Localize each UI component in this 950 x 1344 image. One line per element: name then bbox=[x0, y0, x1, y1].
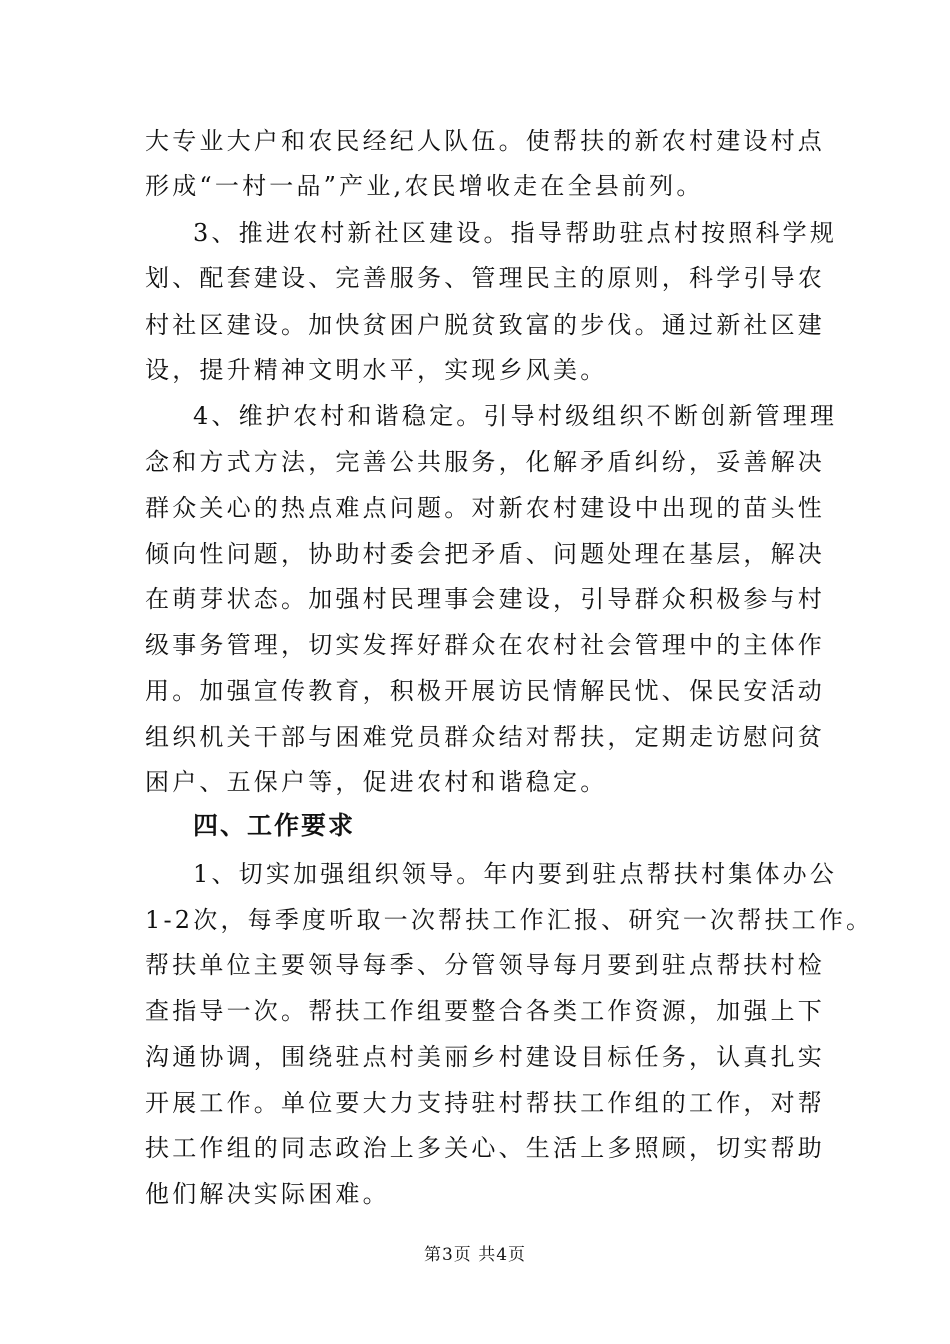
body-text-line: 设，提升精神文明水平，实现乡风美。 bbox=[145, 356, 608, 384]
body-text-line: 1-2次，每季度听取一次帮扶工作汇报、研究一次帮扶工作。 bbox=[145, 906, 874, 934]
body-text-line: 群众关心的热点难点问题。对新农村建设中出现的苗头性 bbox=[145, 494, 825, 522]
body-text-line: 级事务管理，切实发挥好群众在农村社会管理中的主体作 bbox=[145, 631, 825, 659]
page-footer: 第3页 共4页 bbox=[423, 1245, 527, 1265]
body-text-line: 查指导一次。帮扶工作组要整合各类工作资源，加强上下 bbox=[145, 997, 825, 1025]
body-text-line: 扶工作组的同志政治上多关心、生活上多照顾，切实帮助 bbox=[145, 1134, 825, 1162]
body-text-line: 倾向性问题，协助村委会把矛盾、问题处理在基层，解决 bbox=[145, 540, 825, 568]
section-heading: 四、工作要求 bbox=[193, 811, 356, 840]
body-text-line: 在萌芽状态。加强村民理事会建设，引导群众积极参与村 bbox=[145, 585, 825, 613]
body-text-line: 形成“一村一品”产业,农民增收走在全县前列。 bbox=[145, 172, 704, 200]
body-text-line: 3、推进农村新社区建设。指导帮助驻点村按照科学规 bbox=[193, 219, 838, 247]
body-text-line: 困户、五保户等，促进农村和谐稳定。 bbox=[145, 768, 608, 796]
body-text-line: 1、切实加强组织领导。年内要到驻点帮扶村集体办公 bbox=[193, 860, 838, 888]
body-text-line: 用。加强宣传教育，积极开展访民情解民忧、保民安活动 bbox=[145, 677, 825, 705]
body-text-line: 4、维护农村和谐稳定。引导村级组织不断创新管理理 bbox=[193, 402, 838, 430]
body-text-line: 大专业大户和农民经纪人队伍。使帮扶的新农村建设村点 bbox=[145, 127, 825, 155]
body-text-line: 沟通协调，围绕驻点村美丽乡村建设目标任务，认真扎实 bbox=[145, 1043, 825, 1071]
body-text-line: 开展工作。单位要大力支持驻村帮扶工作组的工作，对帮 bbox=[145, 1089, 825, 1117]
body-text-line: 划、配套建设、完善服务、管理民主的原则，科学引导农 bbox=[145, 264, 825, 292]
body-text-line: 他们解决实际困难。 bbox=[145, 1180, 390, 1208]
body-text-line: 帮扶单位主要领导每季、分管领导每月要到驻点帮扶村检 bbox=[145, 951, 825, 979]
body-text-line: 组织机关干部与困难党员群众结对帮扶，定期走访慰问贫 bbox=[145, 723, 825, 751]
body-text-line: 村社区建设。加快贫困户脱贫致富的步伐。通过新社区建 bbox=[145, 311, 825, 339]
body-text-line: 念和方式方法，完善公共服务，化解矛盾纠纷，妥善解决 bbox=[145, 448, 825, 476]
